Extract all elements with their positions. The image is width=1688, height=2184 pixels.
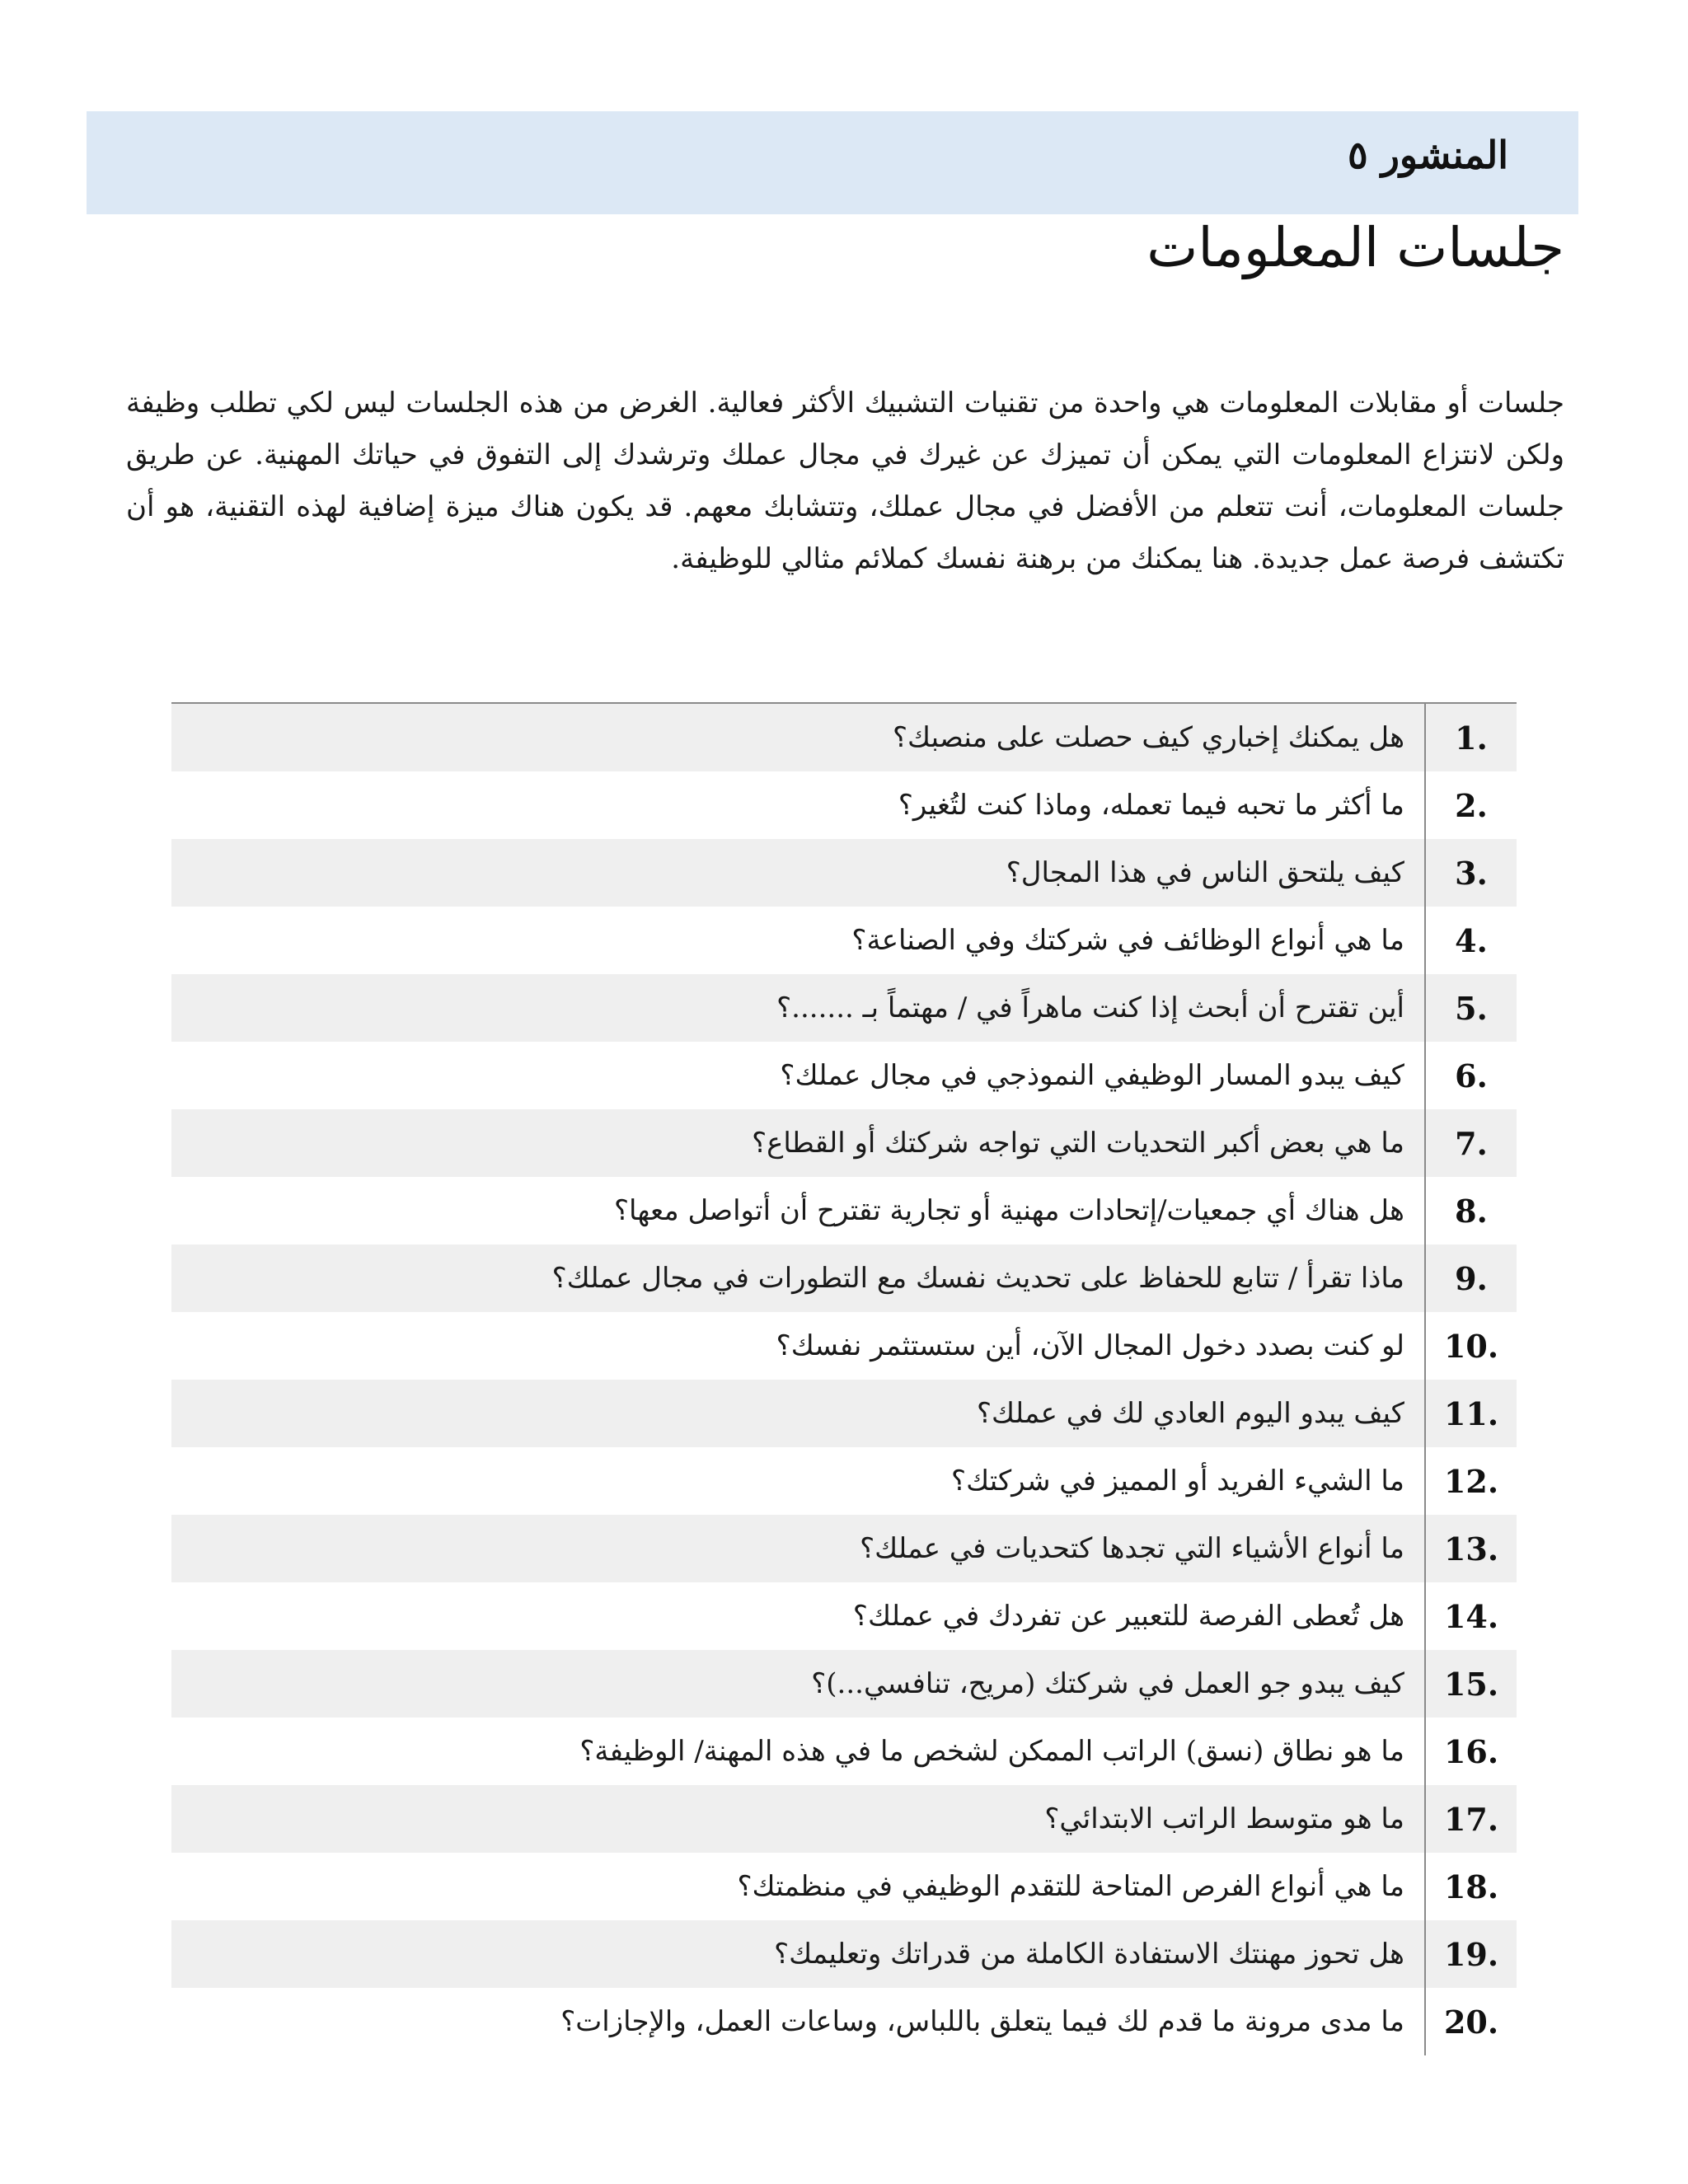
table-row bbox=[171, 1042, 1517, 1109]
table-row bbox=[171, 1650, 1517, 1718]
question-number: 9. bbox=[1424, 1244, 1517, 1312]
table-row bbox=[171, 1244, 1517, 1312]
question-text: ما مدى مرونة ما قدم لك فيما يتعلق باللباس، وساعات العمل، والإجازات؟ bbox=[560, 2005, 1404, 2038]
question-text: كيف يبدو اليوم العادي لك في عملك؟ bbox=[977, 1397, 1404, 1430]
table-row bbox=[171, 907, 1517, 974]
table-row bbox=[171, 771, 1517, 839]
question-number: 20. bbox=[1424, 1988, 1517, 2055]
question-text: هل يمكنك إخباري كيف حصلت على منصبك؟ bbox=[892, 721, 1404, 754]
question-text: هل تحوز مهنتك الاستفادة الكاملة من قدراتك وتعليمك؟ bbox=[774, 1938, 1404, 1971]
question-number: 3. bbox=[1424, 839, 1517, 907]
table-row bbox=[171, 1177, 1517, 1244]
question-text: ما هي أنواع الفرص المتاحة للتقدم الوظيفي في منظمتك؟ bbox=[737, 1870, 1404, 1903]
question-number: 4. bbox=[1424, 907, 1517, 974]
question-number: 5. bbox=[1424, 974, 1517, 1042]
question-text: ما هي بعض أكبر التحديات التي تواجه شركتك أو القطاع؟ bbox=[752, 1127, 1404, 1160]
question-text: كيف يبدو المسار الوظيفي النموذجي في مجال عملك؟ bbox=[780, 1059, 1404, 1092]
page-title: جلسات المعلومات bbox=[1146, 216, 1564, 279]
table-row bbox=[171, 1718, 1517, 1785]
question-number: 16. bbox=[1424, 1718, 1517, 1785]
question-text: أين تقترح أن أبحث إذا كنت ماهراً في / مهتماً بـ .......؟ bbox=[776, 991, 1404, 1024]
question-text: هل تُعطى الفرصة للتعبير عن تفردك في عملك؟ bbox=[852, 1600, 1404, 1633]
table-row bbox=[171, 1988, 1517, 2055]
header-banner bbox=[87, 111, 1578, 214]
question-number: 6. bbox=[1424, 1042, 1517, 1109]
table-row bbox=[171, 1380, 1517, 1447]
question-text: لو كنت بصدد دخول المجال الآن، أين ستستثمر نفسك؟ bbox=[776, 1329, 1404, 1362]
question-number: 11. bbox=[1424, 1380, 1517, 1447]
table-row bbox=[171, 1109, 1517, 1177]
table-row bbox=[171, 974, 1517, 1042]
question-text: ما هي أنواع الوظائف في شركتك وفي الصناعة؟ bbox=[851, 924, 1404, 957]
question-text: كيف يلتحق الناس في هذا المجال؟ bbox=[1006, 856, 1404, 889]
table-row bbox=[171, 1515, 1517, 1582]
question-text: ما أنواع الأشياء التي تجدها كتحديات في عملك؟ bbox=[860, 1532, 1404, 1565]
question-number: 15. bbox=[1424, 1650, 1517, 1718]
question-number: 19. bbox=[1424, 1920, 1517, 1988]
table-row bbox=[171, 704, 1517, 771]
question-text: ما هو نطاق (نسق) الراتب الممكن لشخص ما في هذه المهنة/ الوظيفة؟ bbox=[579, 1735, 1404, 1768]
question-number: 17. bbox=[1424, 1785, 1517, 1853]
question-text: ماذا تقرأ / تتابع للحفاظ على تحديث نفسك مع التطورات في مجال عملك؟ bbox=[551, 1262, 1404, 1295]
table-row bbox=[171, 1853, 1517, 1920]
table-row bbox=[171, 1312, 1517, 1380]
question-number: 12. bbox=[1424, 1447, 1517, 1515]
handout-label: المنشور ٥ bbox=[1347, 133, 1508, 177]
question-number: 14. bbox=[1424, 1582, 1517, 1650]
question-number: 1. bbox=[1424, 704, 1517, 771]
question-number: 13. bbox=[1424, 1515, 1517, 1582]
table-row bbox=[171, 839, 1517, 907]
question-text: هل هناك أي جمعيات/إتحادات مهنية أو تجارية تقترح أن أتواصل معها؟ bbox=[613, 1194, 1404, 1227]
question-number: 18. bbox=[1424, 1853, 1517, 1920]
question-number: 2. bbox=[1424, 771, 1517, 839]
question-text: كيف يبدو جو العمل في شركتك (مريح، تنافسي...)؟ bbox=[811, 1667, 1404, 1700]
question-number: 8. bbox=[1424, 1177, 1517, 1244]
table-row bbox=[171, 1785, 1517, 1853]
intro-paragraph: جلسات أو مقابلات المعلومات هي واحدة من تقنيات التشبيك الأكثر فعالية. الغرض من هذه الجلسات ليس لكي تطلب وظيفة ولكن لانتزاع المعلومات التي يمكن أن تميزك عن غيرك في مجال عملك وترشدك إلى التفوق في حياتك المهنية. عن طريق جلسات المعلومات، أنت تتعلم من الأفضل في مجال عملك، وتتشابك معهم. قد يكون هناك ميزة إضافية لهذه التقنية، هو أن تكتشف فرصة عمل جديدة. هنا يمكنك من برهنة نفسك كملائم مثالي للوظيفة. bbox=[126, 387, 1565, 575]
question-number: 10. bbox=[1424, 1312, 1517, 1380]
table-row bbox=[171, 1920, 1517, 1988]
table-row bbox=[171, 1447, 1517, 1515]
question-number: 7. bbox=[1424, 1109, 1517, 1177]
question-text: ما هو متوسط الراتب الابتدائي؟ bbox=[1044, 1802, 1404, 1835]
questions-table bbox=[171, 702, 1517, 2055]
table-row bbox=[171, 1582, 1517, 1650]
question-text: ما أكثر ما تحبه فيما تعمله، وماذا كنت لتُغير؟ bbox=[898, 789, 1404, 822]
question-text: ما الشيء الفريد أو المميز في شركتك؟ bbox=[951, 1465, 1404, 1497]
